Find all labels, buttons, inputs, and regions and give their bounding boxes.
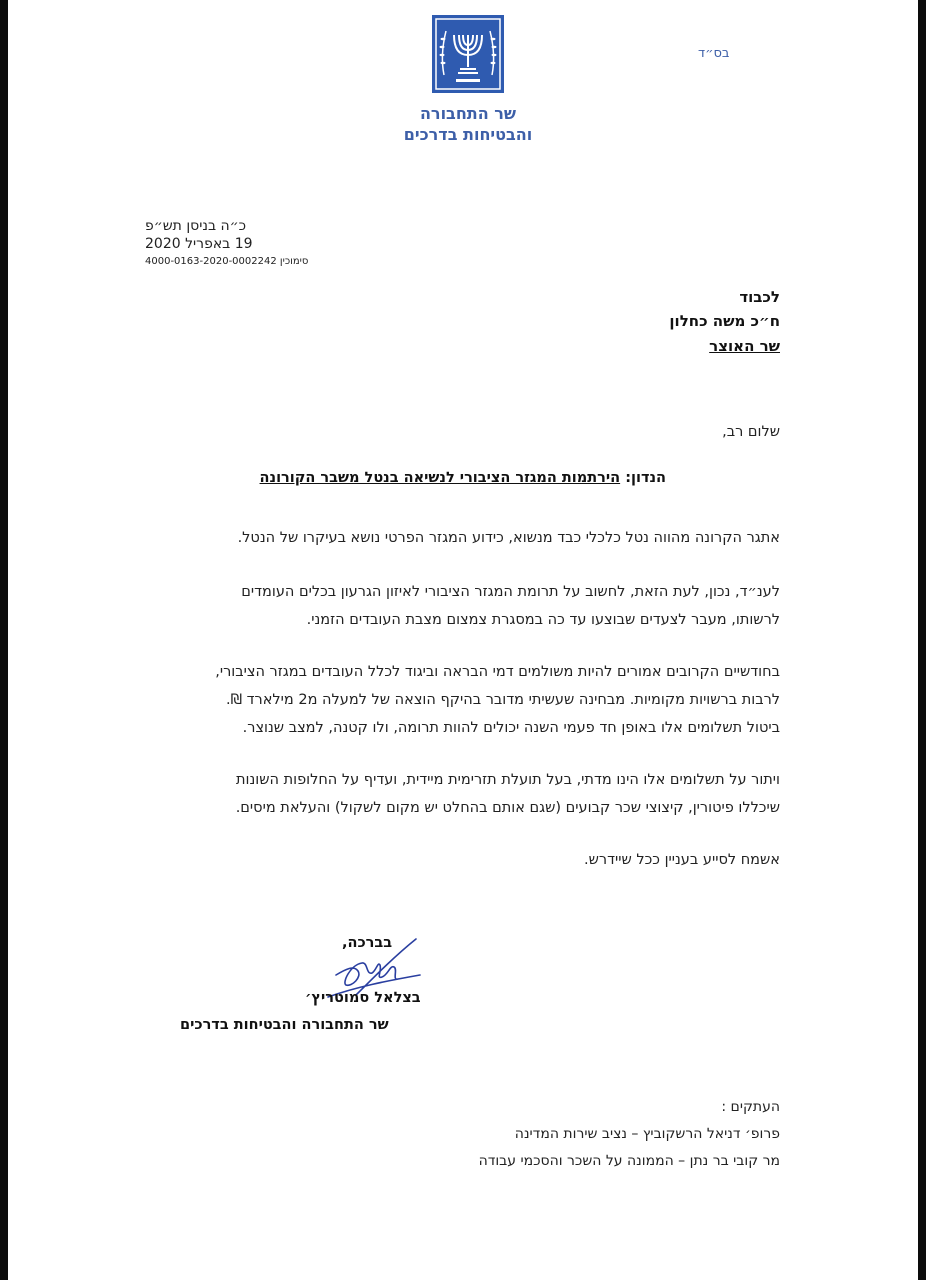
copies-item: מר קובי בר נתן – הממונה על השכר והסכמי עבודה	[478, 1153, 780, 1169]
signer-name: בצלאל סמוטריץ׳	[305, 990, 421, 1006]
paragraph-line: בחודשיים הקרובים אמורים להיות משולמים דמי הבראה וביגוד לכלל העובדים במגזר הציבורי,	[215, 664, 780, 680]
paragraph-2	[140, 578, 780, 634]
ministry-name-line1: שר התחבורה	[419, 104, 517, 123]
paragraph-line: אשמח לסייע בעניין ככל שיידרש.	[584, 852, 780, 868]
state-emblem-icon	[432, 15, 504, 93]
paragraph-line: ויתור על תשלומים אלו הינו מדתי, בעל תועלת תזרימית מיידית, ועדיף על החלופות השונות	[236, 772, 780, 788]
subject-text: הירתמות המגזר הציבורי לנשיאה בנטל משבר הקורונה	[259, 470, 621, 486]
recipient-name: ח״כ משה כחלון	[669, 312, 780, 330]
reference-number	[145, 256, 308, 267]
reference-label: סימוכין	[279, 256, 309, 267]
paragraph-line: לענ״ד, נכון, לעת הזאת, לחשוב על תרומת המגזר הציבורי לאיזון הגרעון בכלים העומדים	[241, 584, 780, 600]
gregorian-date: 19 באפריל 2020	[145, 236, 253, 252]
paragraph-line: לרבות ברשויות מקומיות. מבחינה שעשיתי מדובר בהיקף הוצאה של למעלה מ2 מילארד ₪.	[226, 692, 780, 708]
paragraph-line: אתגר הקרונה מהווה נטל כלכלי כבד מנשוא, כידוע המגזר הפרטי נושא בעיקרו של הנטל.	[237, 530, 780, 546]
paragraph-1	[140, 524, 780, 552]
paragraph-4	[140, 766, 780, 822]
greeting: שלום רב,	[722, 424, 780, 440]
paragraph-line: ביטול תשלומים אלו באופן חד פעמי השנה יכולים להוות תרומה, ולו קטנה, למצב שנוצר.	[242, 720, 780, 736]
bsd-mark: בס״ד	[698, 46, 730, 61]
hebrew-date: כ״ה בניסן תש״פ	[145, 218, 247, 234]
subject-line	[260, 470, 666, 486]
reference-value: 4000-0163-2020-0002242	[145, 256, 277, 267]
copies-label: העתקים :	[721, 1099, 780, 1115]
ministry-name-line2: והבטיחות בדרכים	[403, 125, 533, 144]
subject-label: הנדון:	[625, 470, 666, 486]
copies-item: פרופ׳ דניאל הרשקוביץ – נציב שירות המדינה	[514, 1126, 780, 1142]
recipient-title: שר האוצר	[709, 337, 780, 355]
recipient-honorific: לכבוד	[739, 288, 780, 306]
paragraph-3	[140, 658, 780, 742]
paragraph-line: לרשותו, מעבר לצעדים שבוצעו עד כה במסגרת צמצום מצבת העובדים הזמני.	[306, 612, 780, 628]
paragraph-line: שיכללו פיטורין, קיצוצי שכר קבועים (שגם אותם בהחלט יש מקום לשקול) והעלאת מיסים.	[235, 800, 780, 816]
closing-blessing: בברכה,	[342, 935, 393, 951]
paragraph-5	[140, 846, 780, 874]
signer-title: שר התחבורה והבטיחות בדרכים	[180, 1017, 389, 1033]
letter-page	[8, 0, 918, 1280]
